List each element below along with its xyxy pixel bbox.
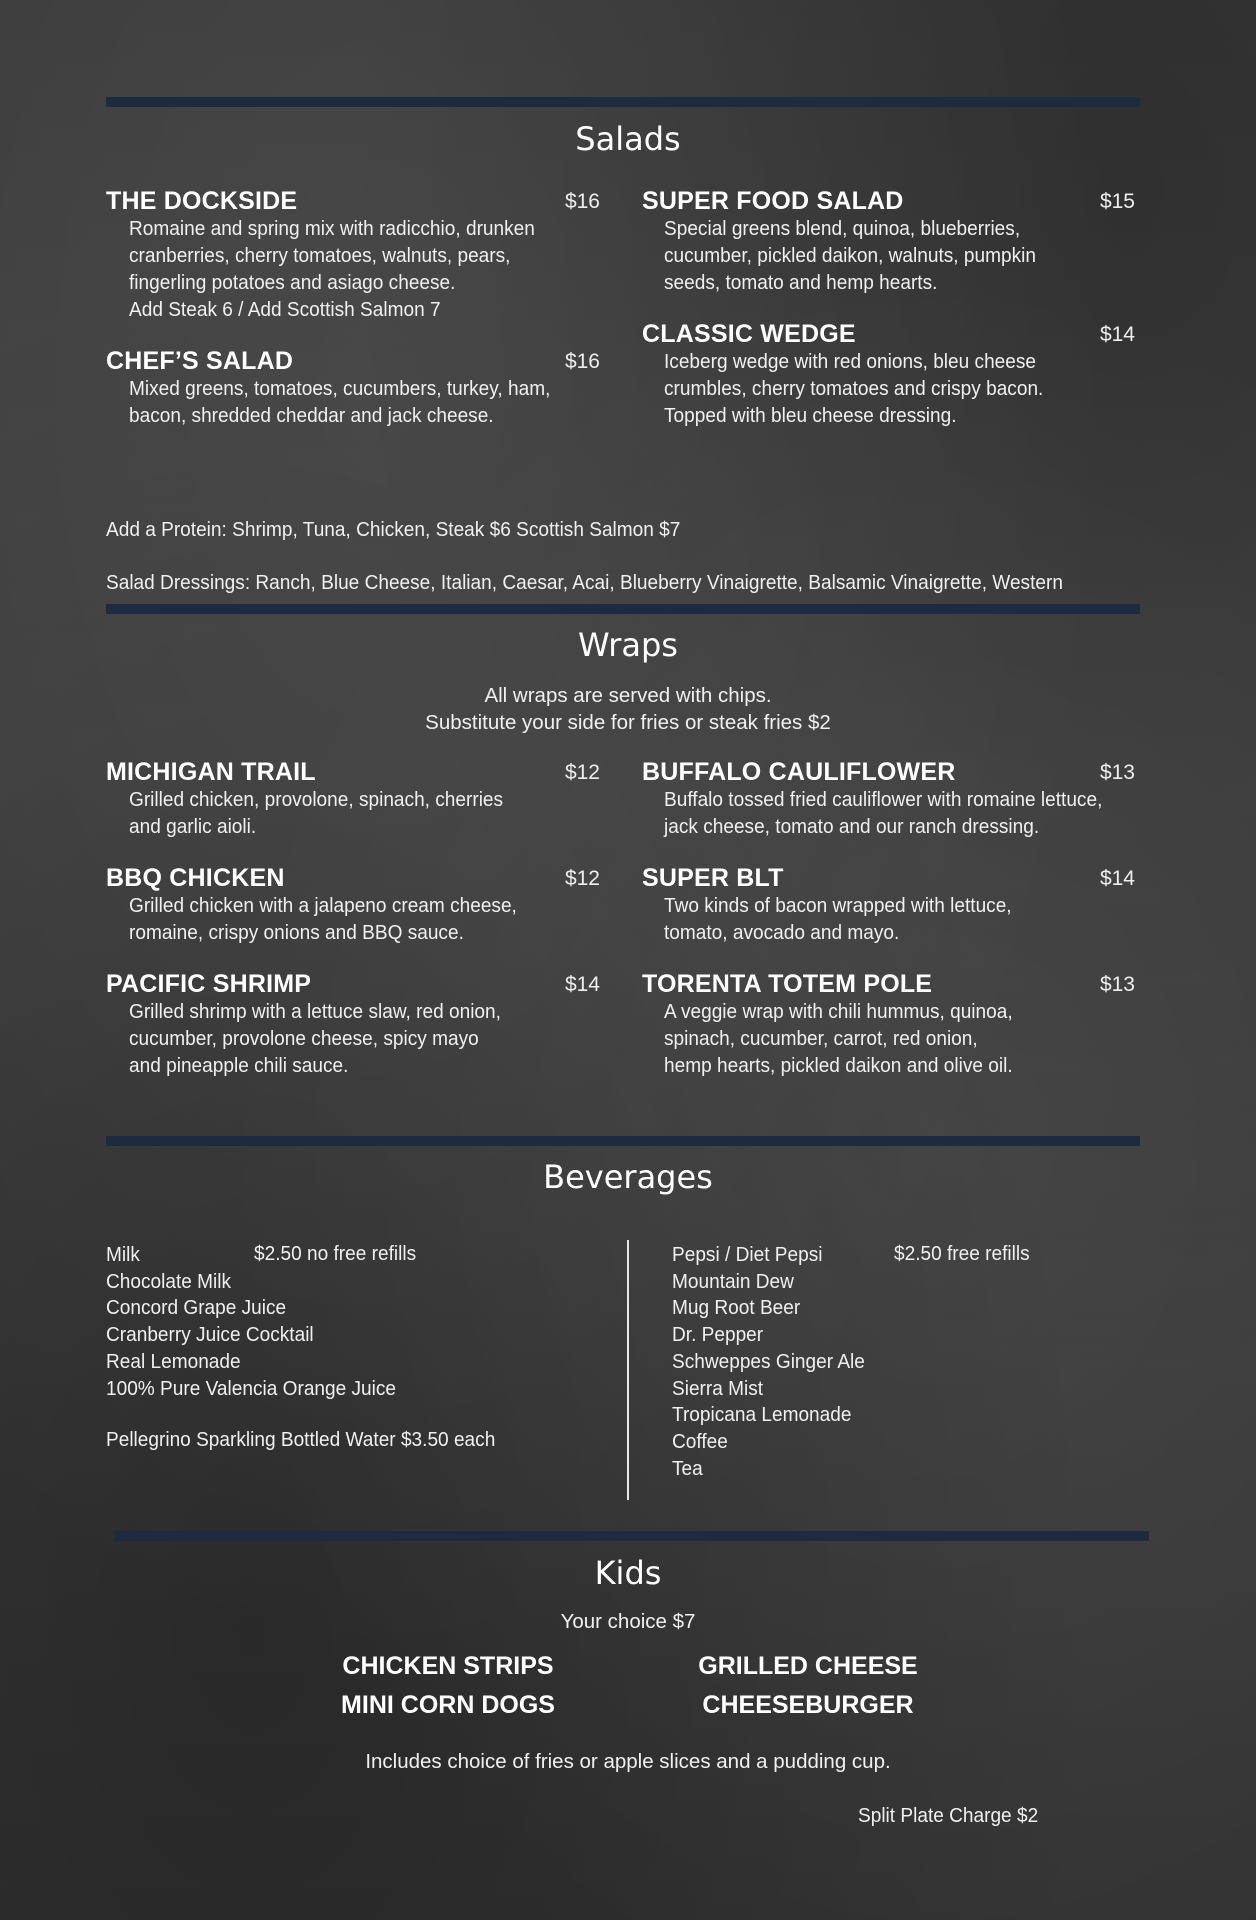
list-item: Concord Grape Juice — [106, 1296, 287, 1320]
menu-item-description: Two kinds of bacon wrapped with lettuce, tomato, avocado and mayo. — [664, 894, 1012, 944]
menu-item-price: $12 — [564, 761, 600, 784]
split-plate-note: Split Plate Charge $2 — [858, 1804, 1039, 1827]
menu-item-price: $14 — [564, 973, 600, 996]
water-note: Pellegrino Sparkling Bottled Water $3.50 each — [106, 1428, 496, 1451]
menu-item-price: $16 — [564, 190, 600, 213]
menu-item-name: CLASSIC WEDGE — [642, 320, 856, 348]
section-divider — [106, 1136, 1140, 1146]
list-item: Milk — [106, 1243, 140, 1266]
kids-item: MINI CORN DOGS — [341, 1691, 555, 1719]
list-item: Real Lemonade — [106, 1349, 241, 1373]
menu-item-name: TORENTA TOTEM POLE — [642, 970, 933, 998]
menu-item-price: $12 — [564, 867, 600, 890]
menu-item-name: BUFFALO CAULIFLOWER — [642, 758, 956, 786]
menu-item-description: Romaine and spring mix with radicchio, drunken cranberries, cherry tomatoes, walnuts, pears, fingerling potatoes and asiago cheese. Add Steak 6 / Add Scottish Salmon 7 — [129, 217, 535, 321]
list-item: Tropicana Lemonade — [672, 1403, 852, 1427]
menu-item-price: $13 — [1099, 973, 1135, 996]
menu-item-description: Special greens blend, quinoa, blueberries, cucumber, pickled daikon, walnuts, pumpkin seeds, tomato and hemp hearts. — [664, 217, 1036, 294]
dressings-note: Salad Dressings: Ranch, Blue Cheese, Italian, Caesar, Acai, Blueberry Vinaigrette, Balsamic Vinaigrette, Western — [106, 571, 1063, 594]
menu-item-description: A veggie wrap with chili hummus, quinoa, spinach, cucumber, carrot, red onion, hemp hearts, pickled daikon and olive oil. — [664, 1000, 1013, 1077]
menu-item-price: $14 — [1099, 323, 1135, 346]
wraps-title: Wraps — [578, 626, 678, 664]
menu-item-price: $16 — [564, 350, 600, 373]
list-item: 100% Pure Valencia Orange Juice — [106, 1376, 397, 1400]
list-item: Mountain Dew — [672, 1269, 794, 1293]
list-item: Tea — [672, 1456, 703, 1480]
menu-item-description: Buffalo tossed fried cauliflower with romaine lettuce, jack cheese, tomato and our ranch dressing. — [664, 788, 1103, 838]
beverage-list-left — [106, 1242, 396, 1402]
menu-item-description: Grilled chicken with a jalapeno cream cheese, romaine, crispy onions and BBQ sauce. — [129, 894, 517, 944]
list-item: Mug Root Beer — [672, 1296, 801, 1320]
protein-note: Add a Protein: Shrimp, Tuna, Chicken, Steak $6 Scottish Salmon $7 — [106, 518, 681, 541]
menu-item-description: Grilled shrimp with a lettuce slaw, red onion, cucumber, provolone cheese, spicy mayo and pineapple chili sauce. — [129, 1000, 501, 1077]
kids-title: Kids — [594, 1554, 662, 1592]
kids-includes-note: Includes choice of fries or apple slices and a pudding cup. — [365, 1750, 891, 1773]
section-divider — [115, 1531, 1149, 1541]
list-item: Pepsi / Diet Pepsi — [672, 1243, 823, 1266]
beverage-price: $2.50 free refills — [894, 1242, 1030, 1265]
menu-item-name: BBQ CHICKEN — [106, 864, 285, 892]
section-divider — [106, 604, 1140, 614]
menu-item-price: $14 — [1099, 867, 1135, 890]
kids-item: CHICKEN STRIPS — [342, 1652, 554, 1680]
wraps-subtitle: All wraps are served with chips. — [484, 684, 772, 707]
menu-item-price: $15 — [1099, 190, 1135, 213]
list-item: Coffee — [672, 1429, 728, 1453]
salads-title: Salads — [575, 120, 681, 158]
menu-item-description: Grilled chicken, provolone, spinach, cherries and garlic aioli. — [129, 788, 504, 838]
menu-item-description: Iceberg wedge with red onions, bleu cheese crumbles, cherry tomatoes and crispy bacon. Topped with bleu cheese dressing. — [664, 350, 1044, 427]
menu-item-name: CHEF’S SALAD — [106, 347, 294, 375]
list-item: Cranberry Juice Cocktail — [106, 1323, 314, 1347]
kids-subtitle: Your choice $7 — [560, 1610, 696, 1633]
wraps-subtitle: Substitute your side for fries or steak fries $2 — [425, 711, 831, 734]
menu-item-description: Mixed greens, tomatoes, cucumbers, turkey, ham, bacon, shredded cheddar and jack cheese. — [129, 377, 551, 427]
list-item: Dr. Pepper — [672, 1323, 764, 1347]
menu-item-name: SUPER FOOD SALAD — [642, 187, 904, 215]
menu-item-name: PACIFIC SHRIMP — [106, 970, 312, 998]
beverage-list-right — [672, 1242, 865, 1482]
kids-item: CHEESEBURGER — [702, 1691, 914, 1719]
kids-item: GRILLED CHEESE — [698, 1652, 918, 1680]
beverage-divider — [627, 1240, 629, 1500]
menu-item-name: THE DOCKSIDE — [106, 187, 298, 215]
menu-item-name: MICHIGAN TRAIL — [106, 758, 316, 786]
list-item: Sierra Mist — [672, 1376, 764, 1400]
list-item: Chocolate Milk — [106, 1269, 232, 1293]
menu-item-price: $13 — [1099, 761, 1135, 784]
menu-item-name: SUPER BLT — [642, 864, 784, 892]
section-divider — [106, 97, 1140, 107]
beverages-title: Beverages — [543, 1158, 713, 1196]
list-item: Schweppes Ginger Ale — [672, 1349, 865, 1373]
beverage-price: $2.50 no free refills — [254, 1242, 417, 1265]
